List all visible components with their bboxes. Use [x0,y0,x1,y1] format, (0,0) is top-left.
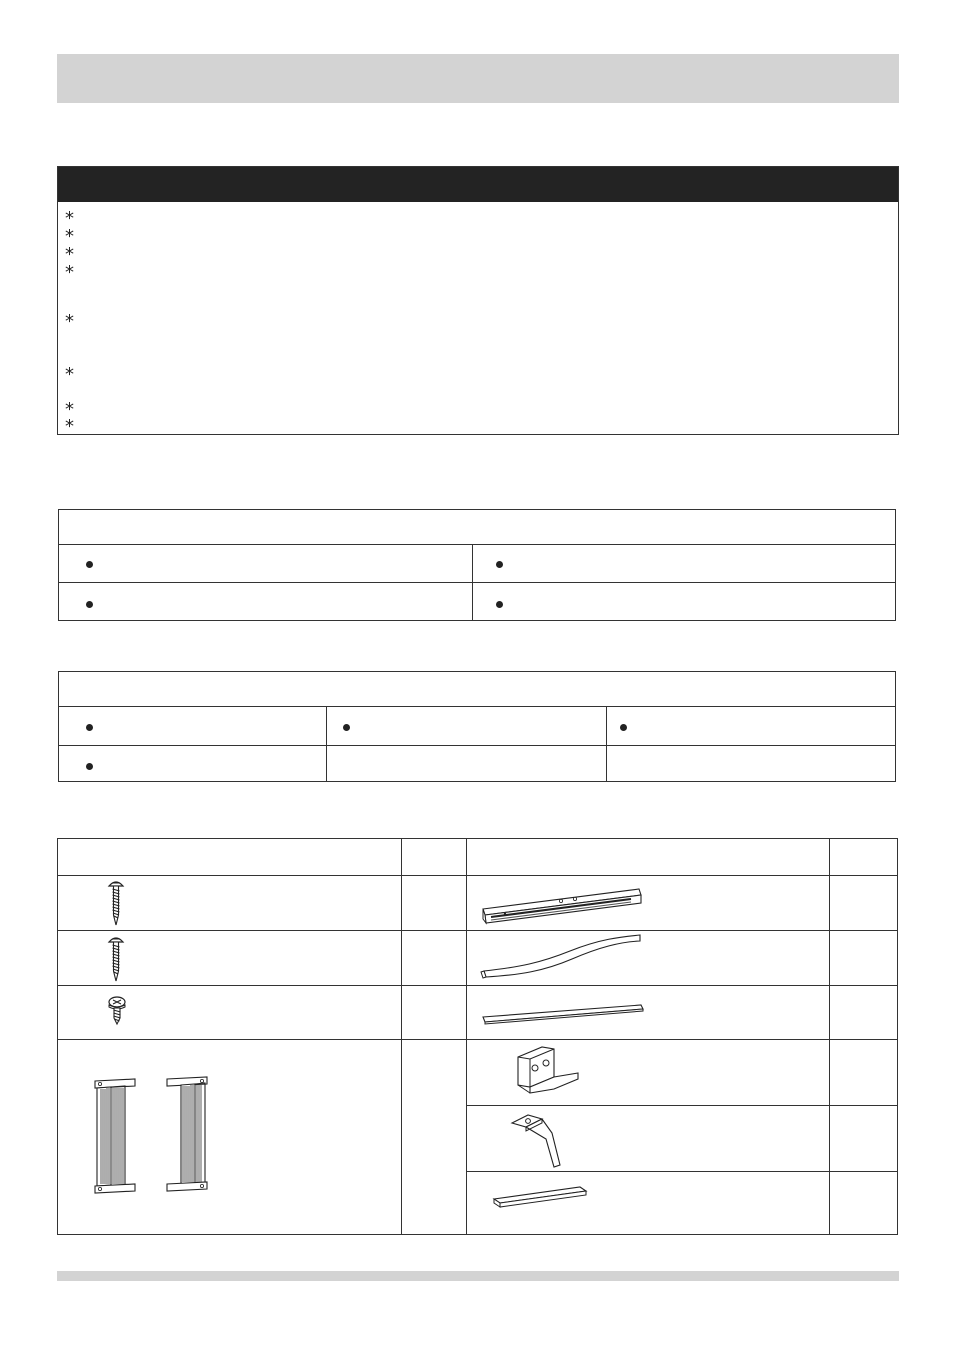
table-row-divider [59,582,895,583]
foam-seal-strip-icon [480,933,645,981]
flat-strip-icon [481,999,646,1027]
table-column-divider [401,839,402,1235]
bullet-icon [86,763,93,770]
note-marker: * [65,244,74,265]
side-curtain-panel-icon [93,1073,218,1203]
note-marker: * [65,364,74,385]
table-column-divider [829,839,830,1235]
footer-bar [57,1271,899,1281]
l-bracket-icon [512,1043,582,1101]
table-row-divider [466,1171,898,1172]
bullet-icon [620,724,627,731]
foam-pad-icon [490,1183,590,1215]
header-bar [57,54,899,103]
notes-box [57,166,899,435]
bullet-icon [496,601,503,608]
tools-table [58,509,896,621]
materials-table [58,671,896,782]
bullet-icon [86,724,93,731]
table-row-divider [59,706,895,707]
table-row-divider [58,985,898,986]
bullet-icon [343,724,350,731]
table-row-divider [58,930,898,931]
bullet-icon [86,601,93,608]
table-row-divider [466,1105,898,1106]
note-marker: * [65,311,74,332]
long-screw-icon [106,935,126,983]
table-column-divider [326,706,327,782]
short-screw-icon [106,996,128,1026]
table-column-divider [466,839,467,1235]
table-row-divider [59,745,895,746]
table-row-divider [59,544,895,545]
note-marker: * [65,399,74,420]
long-screw-icon [106,879,126,927]
top-rail-icon [481,881,646,927]
note-marker: * [65,226,74,247]
bullet-icon [496,561,503,568]
bullet-icon [86,561,93,568]
parts-table [57,838,898,1235]
table-column-divider [472,544,473,621]
table-row-divider [58,875,898,876]
notes-header [58,167,898,202]
note-marker: * [65,208,74,229]
table-row-divider [58,1039,898,1040]
note-marker: * [65,416,74,437]
angle-bracket-icon [508,1109,568,1169]
note-marker: * [65,262,74,283]
table-column-divider [606,706,607,782]
